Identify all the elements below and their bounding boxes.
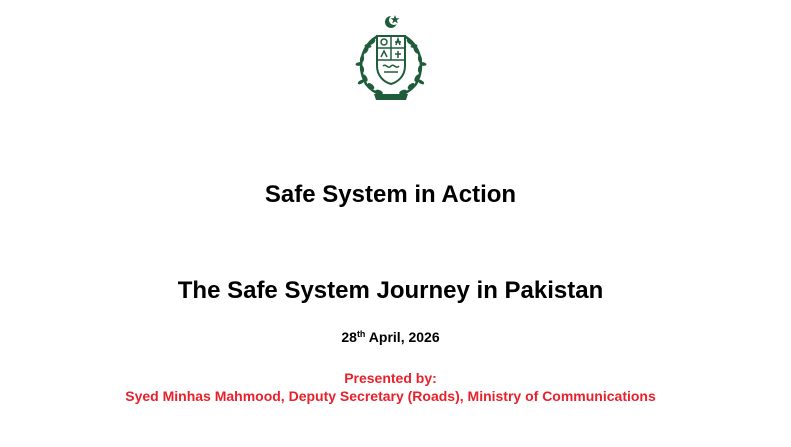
presented-by-label: Presented by:	[344, 370, 437, 386]
date-month-year: April, 2026	[365, 329, 440, 345]
date-day: 28	[341, 329, 357, 345]
presenter-name: Syed Minhas Mahmood, Deputy Secretary (Roads), Ministry of Communications	[125, 388, 656, 404]
date-ordinal: th	[356, 329, 366, 339]
presentation-date	[0, 328, 781, 346]
presentation-subtitle: The Safe System Journey in Pakistan	[177, 277, 604, 304]
state-emblem-icon	[348, 14, 434, 100]
presentation-title: Safe System in Action	[264, 181, 517, 208]
